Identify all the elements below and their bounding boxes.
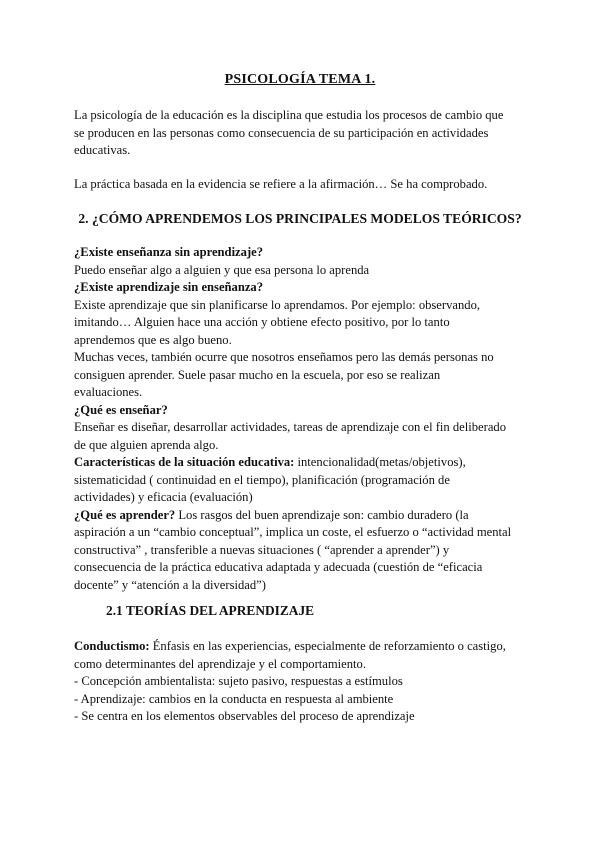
- question-heading: ¿Existe aprendizaje sin enseñanza?: [74, 280, 264, 294]
- learn-line: aspiración a un “cambio conceptual”, implica un coste, el esfuerzo o “actividad mental: [74, 525, 512, 539]
- characteristics-line: [74, 454, 534, 472]
- question-heading: ¿Existe enseñanza sin aprendizaje?: [74, 245, 264, 259]
- conductismo-block: [74, 638, 534, 726]
- section-2-heading: 2. ¿CÓMO APRENDEMOS LOS PRINCIPALES MODELOS TEÓRICOS?: [78, 211, 522, 226]
- answer-line: consiguen aprender. Suele pasar mucho en la escuela, por eso se realizan: [74, 367, 441, 382]
- evidence-paragraph: [74, 176, 534, 194]
- conductismo-bullet: - Concepción ambientalista: sujeto pasivo, respuestas a estímulos: [74, 674, 403, 688]
- learn-line: docente” y “atención a la diversidad”): [74, 577, 266, 592]
- intro-paragraph: [74, 107, 534, 160]
- intro-line: La psicología de la educación es la disciplina que estudia los procesos de cambio que: [74, 108, 504, 122]
- conductismo-line: [74, 638, 534, 656]
- answer-line: evaluaciones.: [74, 385, 143, 399]
- characteristics-text: intencionalidad(metas/objetivos),: [294, 455, 466, 469]
- learn-line: constructiva” , transferible a nuevas situaciones ( “aprender a aprender”) y: [74, 542, 450, 557]
- answer-line: de que alguien aprenda algo.: [74, 437, 219, 452]
- conductismo-bullet: - Aprendizaje: cambios en la conducta en respuesta al ambiente: [74, 691, 394, 706]
- conductismo-text: Énfasis en las experiencias, especialmente de reforzamiento o castigo,: [149, 639, 506, 653]
- answer-line: aprendemos que es algo bueno.: [74, 332, 232, 347]
- learn-label: ¿Qué es aprender?: [74, 507, 176, 522]
- answer-line: Enseñar es diseñar, desarrollar actividades, tareas de aprendizaje con el fin deliberado: [74, 420, 507, 434]
- answer-line: Muchas veces, también ocurre que nosotros enseñamos pero las demás personas no: [74, 350, 494, 364]
- learn-text: Los rasgos del buen aprendizaje son: cambio duradero (la: [175, 507, 469, 522]
- answer-line: Puedo enseñar algo a alguien y que esa persona lo aprenda: [74, 262, 370, 277]
- evidence-line: La práctica basada en la evidencia se refiere a la afirmación… Se ha comprobado.: [74, 177, 488, 191]
- characteristics-line: sistematicidad ( continuidad en el tiempo), planificación (programación de: [74, 472, 450, 487]
- question-heading: ¿Qué es enseñar?: [74, 402, 168, 417]
- intro-line: educativas.: [74, 143, 131, 157]
- conductismo-line: como determinantes del aprendizaje y el comportamiento.: [74, 656, 366, 671]
- qa-block: [74, 244, 534, 594]
- answer-line: Existe aprendizaje que sin planificarse lo aprendamos. Por ejemplo: observando,: [74, 297, 481, 312]
- characteristics-line: actividades) y eficacia (evaluación): [74, 490, 253, 504]
- conductismo-label: Conductismo:: [74, 639, 150, 653]
- characteristics-label: Características de la situación educativa:: [74, 455, 295, 469]
- answer-line: imitando… Alguien hace una acción y obtiene efecto positivo, por lo tanto: [74, 315, 450, 329]
- section-2-1-heading: 2.1 TEORÍAS DEL APRENDIZAJE: [106, 603, 315, 618]
- document-title: PSICOLOGÍA TEMA 1.: [224, 72, 376, 87]
- learn-line: consecuencia de la práctica educativa adaptada y adecuada (cuestión de “eficacia: [74, 560, 483, 574]
- intro-line: se producen en las personas como consecuencia de su participación en actividades: [74, 125, 489, 140]
- learn-line: [74, 507, 534, 525]
- conductismo-bullet: - Se centra en los elementos observables del proceso de aprendizaje: [74, 709, 415, 723]
